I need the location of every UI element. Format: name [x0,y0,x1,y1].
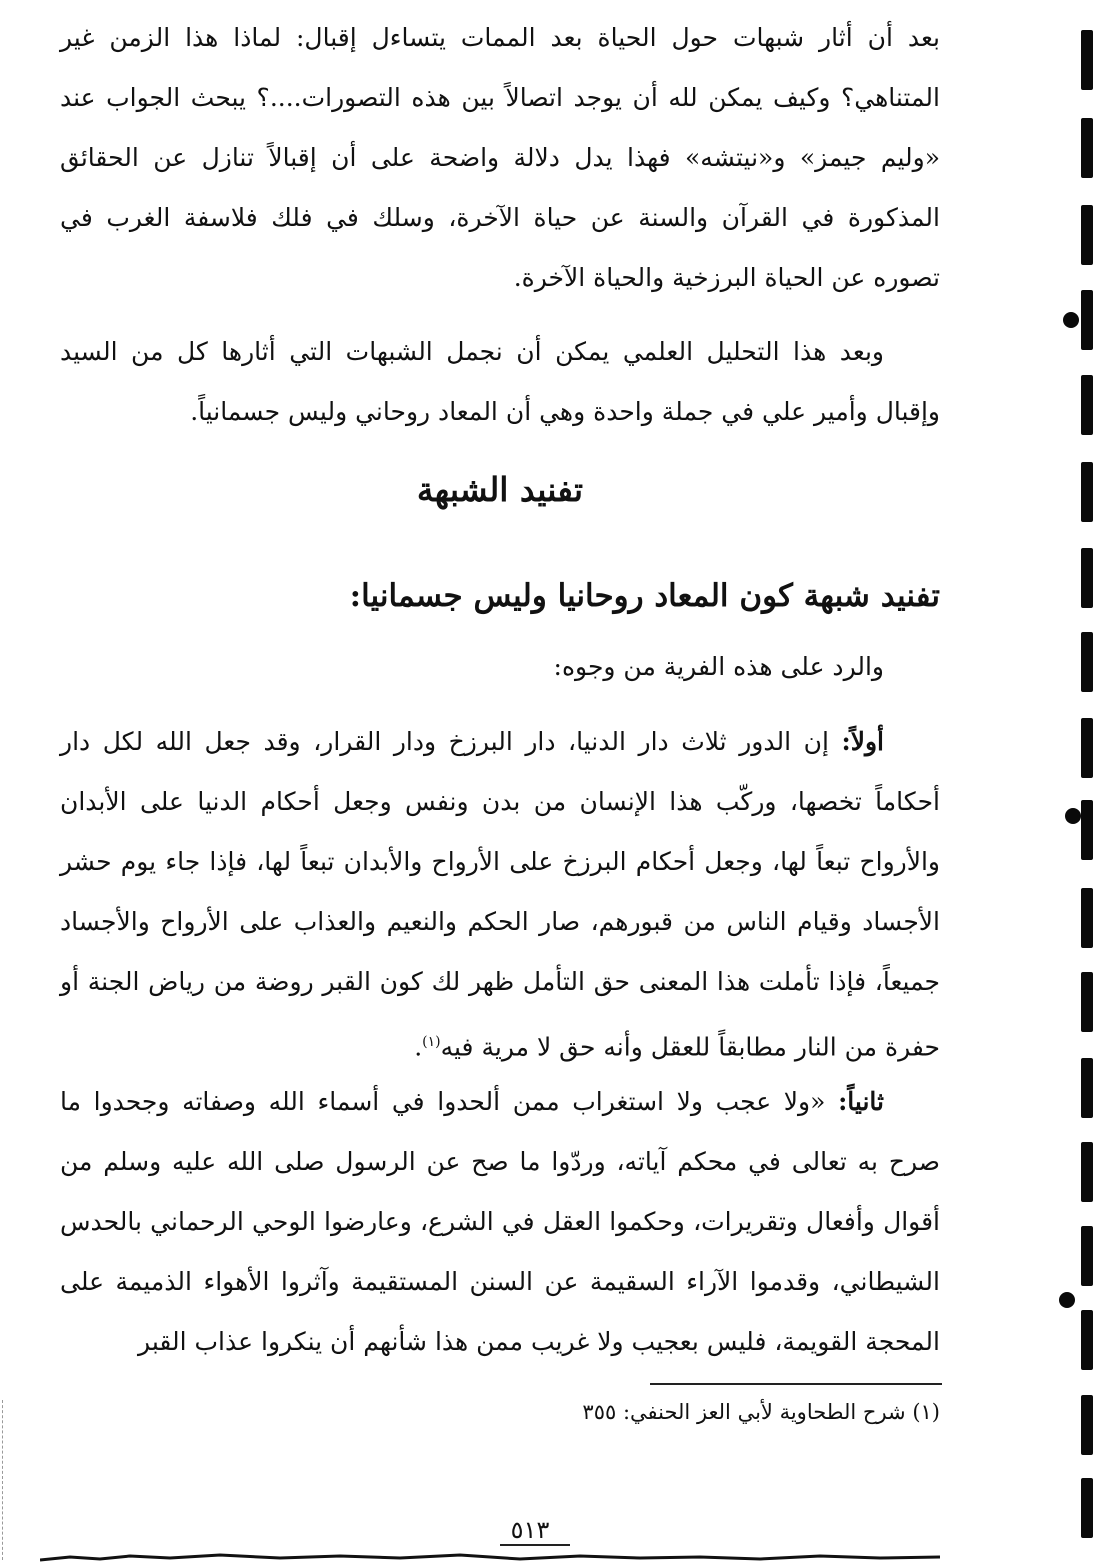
footnote-reference: (١) [422,1034,441,1050]
binding-mark [1081,1058,1093,1118]
paragraph-4-text: «ولا عجب ولا استغراب ممن ألحدوا في أسماء الله وصفاته وجحدوا ما صرح به تعالى في محكم آياته، وردّوا ما صح عن الرسول صلى الله عليه وسلم من أقوال وأفعال وتقريرات، وحكموا العقل في الشرع، وعارضوا الوحي الرحماني بالحدس الشيطاني، وقدموا الآراء السقيمة عن السنن المستقيمة وآثروا الأهواء الذميمة على المحجة القويمة، فليس بعجيب ولا غريب ممن هذا شأنهم أن ينكروا عذاب القبر [60,1087,940,1356]
binding-hole-dot [1065,808,1081,824]
paragraph-2 [60,322,940,442]
page-number: ٥١٣ [510,1516,550,1544]
binding-mark [1081,375,1093,435]
paragraph-1 [60,8,940,308]
binding-mark [1081,462,1093,522]
binding-mark [1081,718,1093,778]
paragraph-3-text: إن الدور ثلاث دار الدنيا، دار البرزخ ودار القرار، وقد جعل الله لكل دار أحكاماً تخصها، وركّب هذا الإنسان من بدن ونفس وجعل أحكام الدنيا على الأبدان والأرواح تبعاً لها، وجعل أحكام البرزخ على الأرواح والأبدان تبعاً لها، فإذا جاء يوم حشر الأجساد وقيام الناس من قبورهم، صار الحكم والنعيم والعذاب على الأرواح والأجساد جميعاً، فإذا تأملت هذا المعنى حق التأمل ظهر لك كون القبر روضة من رياض الجنة أو حفرة من النار مطابقاً للعقل وأنه حق لا مرية فيه [60,727,940,1062]
paragraph-4-lead: ثانياً: [838,1087,884,1116]
binding-mark [1081,888,1093,948]
binding-hole-dot [1059,1292,1075,1308]
section-title: تفنيد الشبهة [416,470,584,509]
scan-bottom-edge [40,1552,940,1562]
binding-mark [1081,1310,1093,1370]
binding-mark [1081,800,1093,860]
binding-mark [1081,972,1093,1032]
binding-mark [1081,118,1093,178]
paragraph-3-lead: أولاً: [841,727,884,756]
binding-mark [1081,1142,1093,1202]
binding-mark [1081,290,1093,350]
page-number-underline [500,1544,570,1546]
binding-mark [1081,1478,1093,1538]
paragraph-4 [60,1072,940,1372]
paragraph-3-end: . [414,1032,423,1062]
binding-mark [1081,632,1093,692]
binding-hole-dot [1063,312,1079,328]
binding-mark [1081,30,1093,90]
footnote-divider [650,1383,942,1385]
binding-mark [1081,205,1093,265]
sub-title: تفنيد شبهة كون المعاد روحانيا وليس جسمانيا: [349,578,940,614]
scan-left-edge [2,1400,5,1560]
binding-mark [1081,1395,1093,1455]
intro-line [60,652,940,681]
binding-mark [1081,1226,1093,1286]
binding-mark [1081,548,1093,608]
paragraph-2-text: وبعد هذا التحليل العلمي يمكن أن نجمل الشبهات التي أثارها كل من السيد وإقبال وأمير علي في جملة واحدة وهي أن المعاد روحاني وليس جسمانياً. [60,337,940,426]
paragraph-3 [60,712,940,1077]
footnote: (١) شرح الطحاوية لأبي العز الحنفي: ٣٥٥ [582,1400,940,1424]
paragraph-1-text: بعد أن أثار شبهات حول الحياة بعد الممات يتساءل إقبال: لماذا هذا الزمن غير المتناهي؟ وكيف يمكن لله أن يوجد اتصالاً بين هذه التصورات....؟ يبحث الجواب عند «وليم جيمز» و«نيتشه» فهذا يدل دلالة واضحة على أن إقبالاً تنازل عن الحقائق المذكورة في القرآن والسنة عن حياة الآخرة، وسلك في فلك فلاسفة الغرب في تصوره عن الحياة البرزخية والحياة الآخرة. [60,23,940,292]
intro-line-text: والرد على هذه الفرية من وجوه: [553,652,884,681]
